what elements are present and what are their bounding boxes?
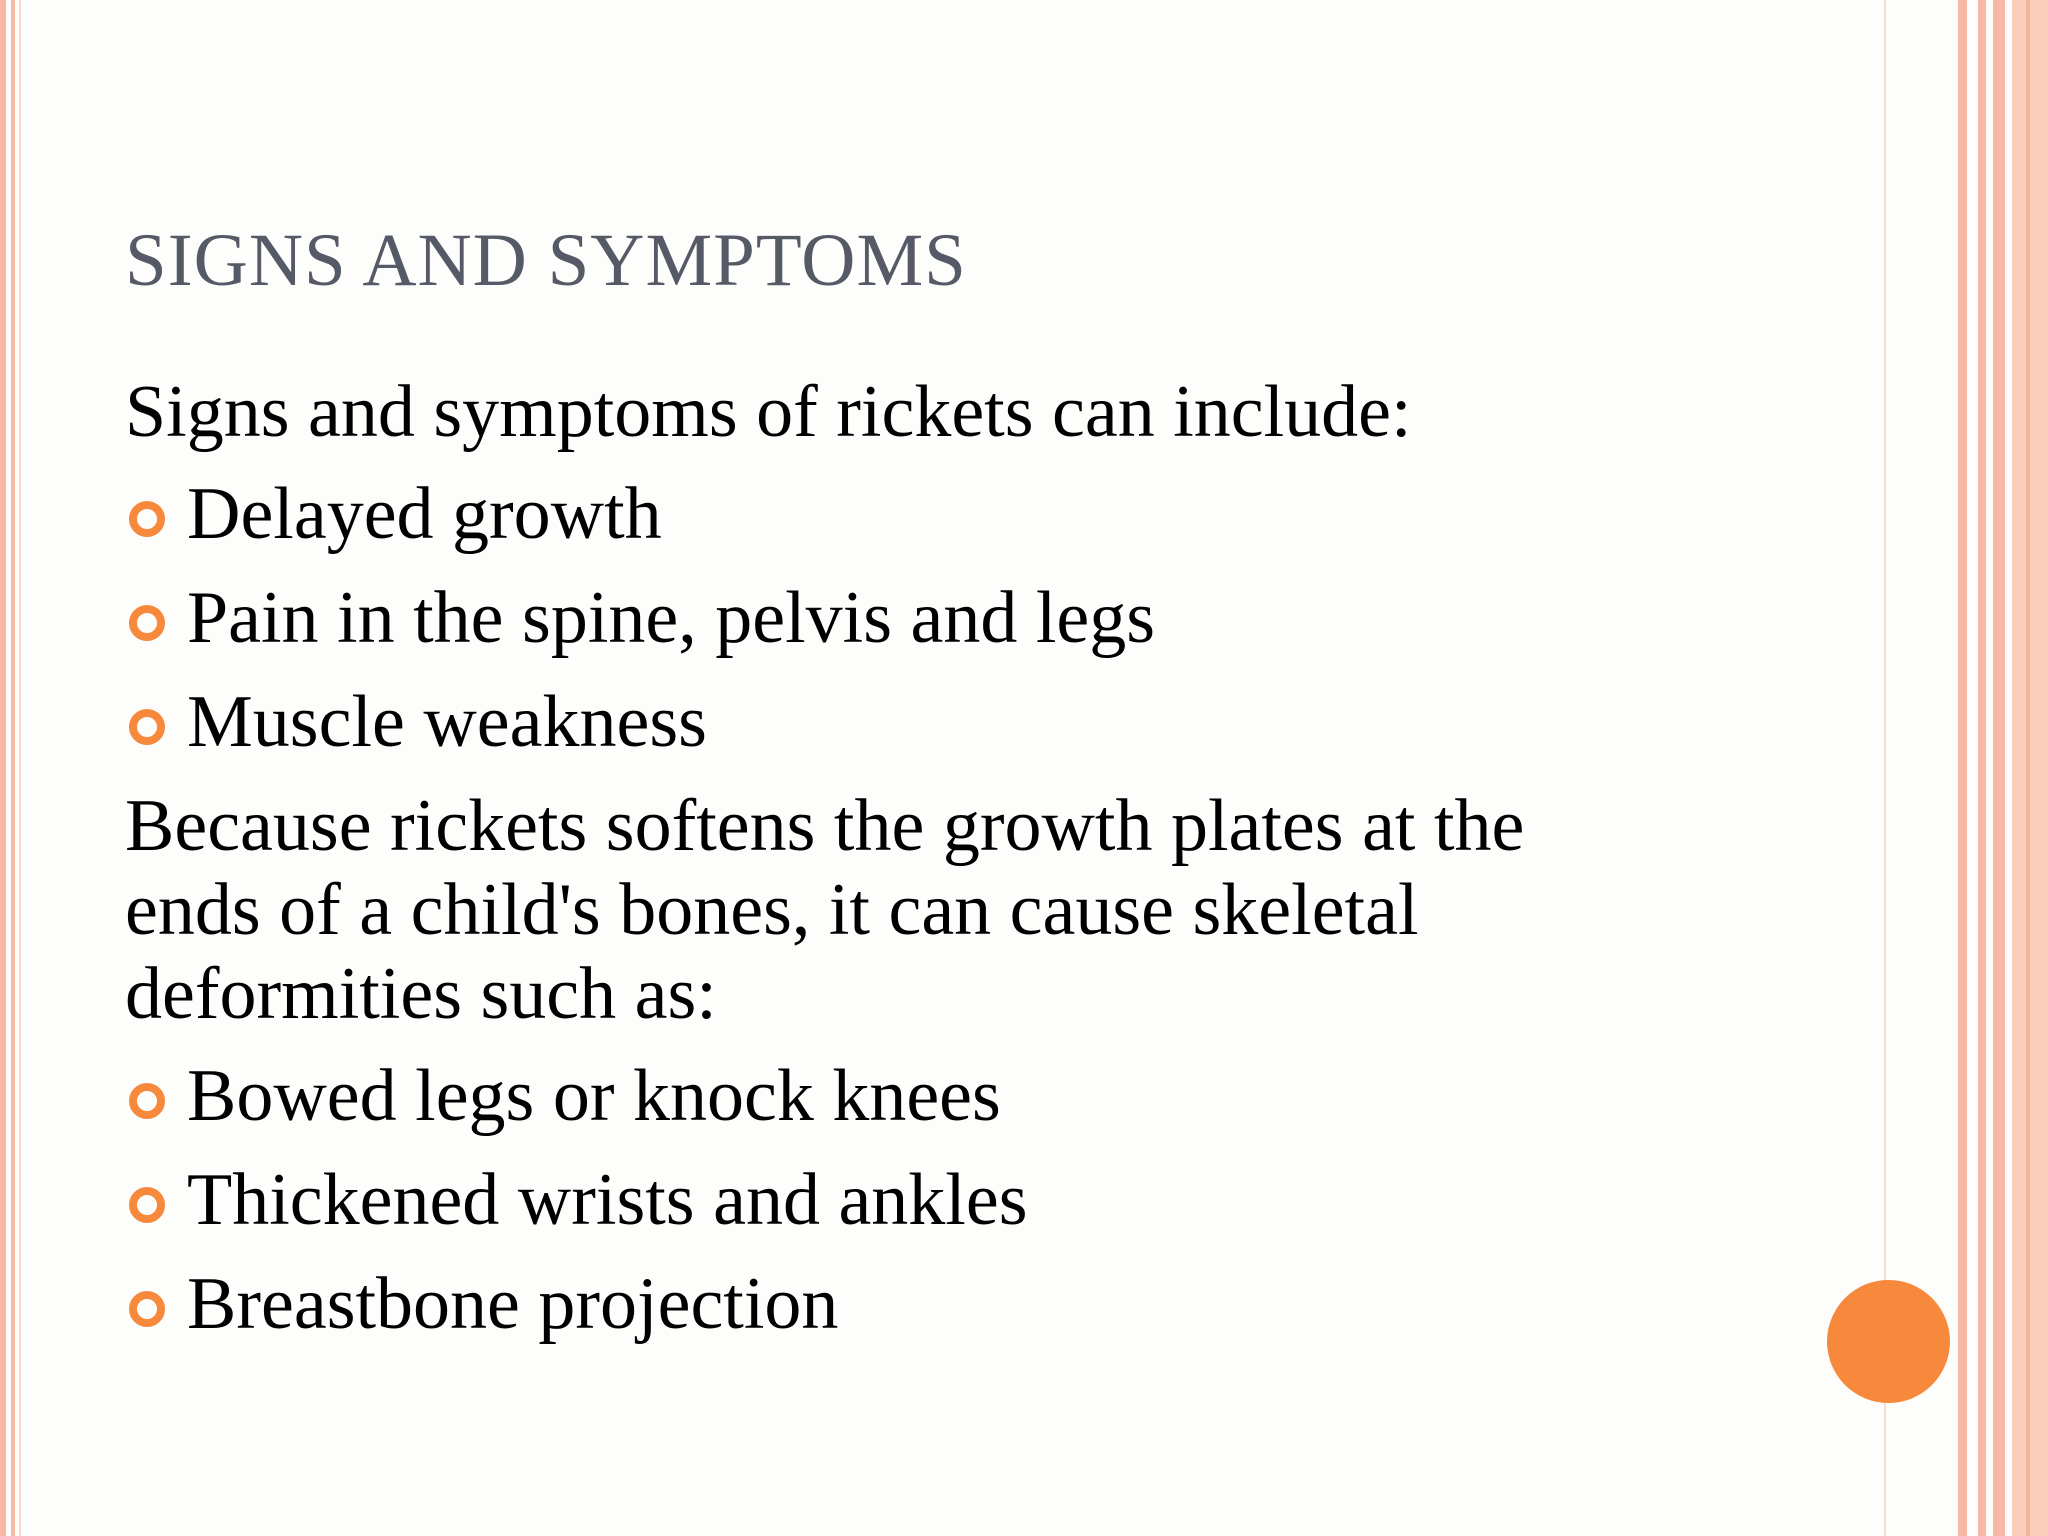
left-border-line	[11, 0, 15, 1536]
left-border-line	[19, 0, 21, 1536]
intro-paragraph: Signs and symptoms of rickets can include:	[125, 371, 1412, 453]
bullet-item	[125, 1262, 1685, 1346]
ring-bullet-icon	[129, 1187, 165, 1223]
ring-bullet-icon	[129, 1291, 165, 1327]
right-border-line	[1978, 0, 1986, 1536]
bullet-text: Delayed growth	[187, 473, 662, 555]
paragraph-line: Because rickets softens the growth plates at the	[125, 785, 1525, 867]
ring-bullet-icon	[129, 605, 165, 641]
orange-circle-icon	[1827, 1280, 1950, 1403]
paragraph-line: deformities such as:	[125, 953, 717, 1035]
bullet-item	[125, 1054, 1685, 1138]
paragraph-line: ends of a child's bones, it can cause skeletal	[125, 869, 1419, 951]
right-border-line	[1958, 0, 1967, 1536]
bullet-item	[125, 576, 1685, 660]
bullet-item	[125, 472, 1685, 556]
bullet-text: Muscle weakness	[187, 681, 707, 763]
ring-bullet-icon	[129, 501, 165, 537]
right-border-band	[2012, 0, 2048, 1536]
slide-title: SIGNS AND SYMPTOMS	[125, 219, 967, 302]
left-border-line	[0, 0, 6, 1536]
slide-content	[125, 370, 1685, 1366]
bullet-item	[125, 1158, 1685, 1242]
right-border-line	[1993, 0, 2005, 1536]
bullet-item	[125, 680, 1685, 764]
right-border-line	[2026, 0, 2030, 1536]
bullet-text: Breastbone projection	[187, 1263, 839, 1345]
bullet-text: Bowed legs or knock knees	[187, 1055, 1001, 1137]
bullet-text: Pain in the spine, pelvis and legs	[187, 577, 1156, 659]
ring-bullet-icon	[129, 709, 165, 745]
body-paragraph	[125, 784, 1685, 1036]
ring-bullet-icon	[129, 1083, 165, 1119]
bullet-text: Thickened wrists and ankles	[187, 1159, 1028, 1241]
